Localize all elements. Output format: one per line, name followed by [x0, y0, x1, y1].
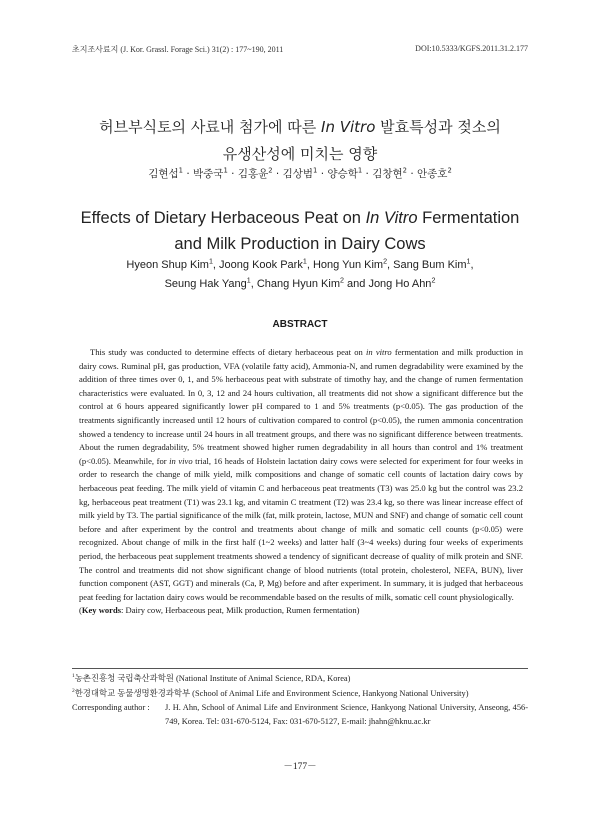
author-name: 김홍윤	[237, 168, 269, 180]
author-name: 김현섭	[148, 168, 179, 180]
doi: DOI:10.5333/KGFS.2011.31.2.177	[415, 44, 528, 53]
page-number: －177－	[283, 762, 317, 772]
english-authors-line2: Seung Hak Yang$^1$, Chang Hyun Kim$^2$ and Jong Ho Ahn$^2$	[164, 276, 436, 290]
author-name: 김상범	[282, 168, 314, 180]
corresponding-author-details: J. H. Ahn, School of Animal Life and Environment Science, Hankyong National University, Anseong, 456-749, Korea. Tel: 031-670-5124, Fax: 031-670-5127, E-mail: jhahn@hknu.ac.kr	[165, 703, 528, 726]
korean-authors: 김현섭$^1$ · 박중국$^1$ · 김홍윤$^2$ · 김상범$^1$ · 양승학$^1$ · 김창현$^2$ · 안종호$^2$	[148, 166, 452, 180]
korean-title-line1: 허브부식토의 사료내 첨가에 따른 In Vitro 발효특성과 젖소의	[99, 118, 501, 136]
footnote-divider	[72, 668, 528, 669]
keywords: (Key words: Dairy cow, Herbaceous peat, Milk production, Rumen fermentation)	[79, 605, 360, 616]
author-name: 김창현	[372, 168, 403, 180]
corresponding-author	[72, 701, 528, 729]
abstract-paragraph: This study was conducted to determine effects of dietary herbaceous peat on in vitro fermentation and milk production in dairy cows. Ruminal pH, gas production, VFA (volatile fatty acid), Ammonia-N, and rumen degradability were examined by the addition of three times over 0, 1, and 5% herbaceous peat with substrate of timothy hay, and the change of rumen fermentation characteristics were evaluated. In 0, 3, 12 and 24 hours cultivation, all treatments did not show a significant difference but the control at 6 hours appeared significantly lower pH compared to 1 and 5% treatments (p<0.05). The gas production of the treatments significantly increased until 12 hours of cultivation compared to control (p<0.05), the rumen ammonia concentration showed a tendency to increase until 24 hours in all treatment groups, and there was no significant difference between treatments. About the rumen degradability, 5% treatment showed higher rumen degradability in all hours than control and 1% treatment (p<0.05). Meanwhile, for in vivo trial, 16 heads of Holstein lactation dairy cows were selected for experiment for four weeks in order to research the change of milk yield, milk compositions and change of somatic cell counts of lactation dairy cows by herbaceous peat feeding. The milk yield of vitamin C and herbaceous peat treatments (T3) was 25.0 kg but the control was 23.2 kg, herbaceous peat treatment (T1) was 23.1 kg, and vitamin C treatment (T2) was 23.4 kg, so there was linear increase effect of milk yield by T3. The partial significance of the milk (fat, milk protein, lactose, MUN and SNF) and change of somatic cell count before and after experiment by the control and treatments about change of milk and somatic cell counts (p<0.05) were recognized. About change of milk in the first half (1~2 weeks) and latter half (3~4 weeks) during four weeks of experiments period, the herbaceous peat supplement treatments showed a tendency of significant decrease of quality of milk protein and SNF. The control and treatments did not show significant change of blood nutrients (total protein, cholesterol, NEFA, BUN), liver function component (AST, GGT) and minerals (Ca, P, Mg) before and after experiment. In summary, it is judged that herbaceous peat feeding for lactation dairy cows would be recommendable based on the results of milk, somatic cell count physiologically.	[79, 347, 523, 602]
journal-reference: 초지조사료지 (J. Kor. Grassl. Forage Sci.) 31(2) : 177~190, 2011	[72, 45, 284, 54]
abstract-body	[79, 346, 523, 618]
author-name: 박중국	[193, 168, 224, 180]
affiliation-footnote-1: $^1$농촌진흥청 국립축산과학원 (National Institute of Animal Science, RDA, Korea)	[72, 673, 351, 683]
english-title-line1: Effects of Dietary Herbaceous Peat on In Vitro Fermentation	[80, 209, 520, 227]
corresponding-author-label: Corresponding author :	[72, 703, 150, 712]
running-header	[72, 44, 528, 58]
author-name: 안종호	[417, 168, 448, 180]
keywords-label: Key words	[81, 605, 122, 616]
affiliation-footnote-2: $^2$한경대학교 동물생명환경과학부 (School of Animal Life and Environment Science, Hankyong National University)	[72, 688, 469, 698]
abstract-heading: ABSTRACT	[272, 319, 328, 330]
author-name: 양승학	[327, 168, 358, 180]
korean-title-line2: 유생산성에 미치는 영향	[222, 145, 378, 163]
english-authors-line1: Hyeon Shup Kim$^1$, Joong Kook Park$^1$, Hong Yun Kim$^2$, Sang Bum Kim$^1$,	[126, 257, 474, 271]
english-title-line2: and Milk Production in Dairy Cows	[174, 235, 426, 253]
